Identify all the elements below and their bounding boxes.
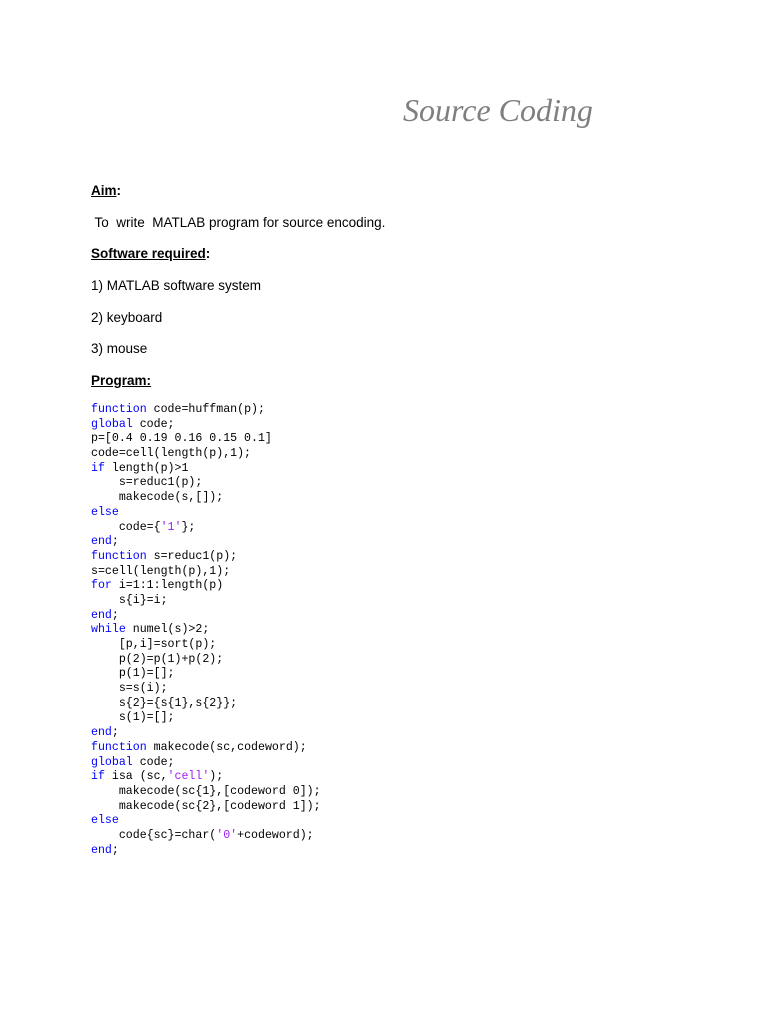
code-text: s=cell(length(p),1); [91,564,231,578]
aim-text: To write MATLAB program for source encoding. [91,215,386,230]
code-text: +codeword); [237,828,314,842]
code-text: makecode(sc{2},[codeword 1]); [91,799,321,813]
program-heading [91,373,151,388]
code-text: code={ [91,520,161,534]
code-line [91,609,321,624]
aim-heading-label: Aim [91,183,117,198]
code-line [91,491,321,506]
code-line [91,579,321,594]
code-text: }; [181,520,196,534]
code-line [91,697,321,712]
code-line [91,785,321,800]
code-line [91,726,321,741]
code-line [91,447,321,462]
code-string: '0' [216,828,238,842]
code-keyword: global [91,417,133,431]
code-text: p=[0.4 0.19 0.16 0.15 0.1] [91,432,272,446]
code-text: s=reduc1(p); [91,476,203,490]
code-line [91,623,321,638]
software-heading-label: Software required [91,246,206,261]
code-line [91,432,321,447]
code-line [91,462,321,477]
code-text: isa (sc, [104,770,168,784]
code-text: makecode(sc,codeword); [146,740,307,754]
code-text: code=huffman(p); [146,403,265,416]
page-title: Source Coding [403,92,593,128]
code-line [91,711,321,726]
code-line [91,667,321,682]
code-keyword: function [91,740,147,754]
code-keyword: for [91,579,112,593]
code-line [91,741,321,756]
code-text: code; [132,755,175,769]
code-text: ; [111,535,119,549]
program-heading-label: Program: [91,373,152,388]
code-line [91,594,321,609]
code-line [91,506,321,521]
code-keyword: end [91,535,112,549]
code-keyword: function [91,549,147,563]
code-line [91,682,321,697]
code-text: code=cell(length(p),1); [91,447,252,461]
code-line [91,800,321,815]
code-text: ); [209,770,224,784]
software-heading: Software required: [91,246,211,261]
code-keyword: end [91,726,112,740]
code-text: p(1)=[]; [91,667,175,681]
code-line [91,476,321,491]
code-line [91,418,321,433]
code-keyword: while [91,623,126,637]
aim-heading: Aim: [91,183,122,198]
code-line [91,653,321,668]
code-keyword: function [91,403,147,416]
code-text: [p,i]=sort(p); [91,638,217,651]
code-line [91,844,321,859]
code-text: s{2}={s{1},s{2}}; [91,696,238,710]
code-text: length(p)>1 [104,461,189,475]
code-text: ; [111,726,119,740]
code-text: s=s(i); [91,682,168,696]
code-text: code{sc}=char( [91,828,217,842]
code-keyword: global [91,755,133,769]
code-line [91,550,321,565]
code-line [91,814,321,829]
code-text: s=reduc1(p); [146,549,238,563]
software-item-3: 3) mouse [91,341,148,356]
code-string: '1' [160,520,182,534]
code-keyword: if [91,770,105,784]
code-text: ; [111,843,119,857]
code-line [91,638,321,653]
code-text: i=1:1:length(p) [111,579,224,593]
code-text: p(2)=p(1)+p(2); [91,652,224,666]
code-text: s{i}=i; [91,593,168,607]
code-keyword: end [91,843,112,857]
code-line [91,565,321,580]
code-text: code; [132,417,175,431]
code-line [91,829,321,844]
code-line [91,756,321,771]
code-line [91,770,321,785]
code-text: ; [111,608,119,622]
code-line [91,535,321,550]
code-text: makecode(sc{1},[codeword 0]); [91,784,321,798]
code-text: numel(s)>2; [125,623,210,637]
code-keyword: if [91,461,105,475]
software-item-1: 1) MATLAB software system [91,278,262,293]
code-line [91,521,321,536]
code-line [91,403,321,418]
code-text: makecode(s,[]); [91,491,224,505]
code-keyword: else [91,814,119,828]
software-item-2: 2) keyboard [91,310,163,325]
code-keyword: else [91,505,119,519]
code-block [91,403,321,858]
code-keyword: end [91,608,112,622]
code-text: s(1)=[]; [91,711,175,725]
code-string: 'cell' [167,770,210,784]
